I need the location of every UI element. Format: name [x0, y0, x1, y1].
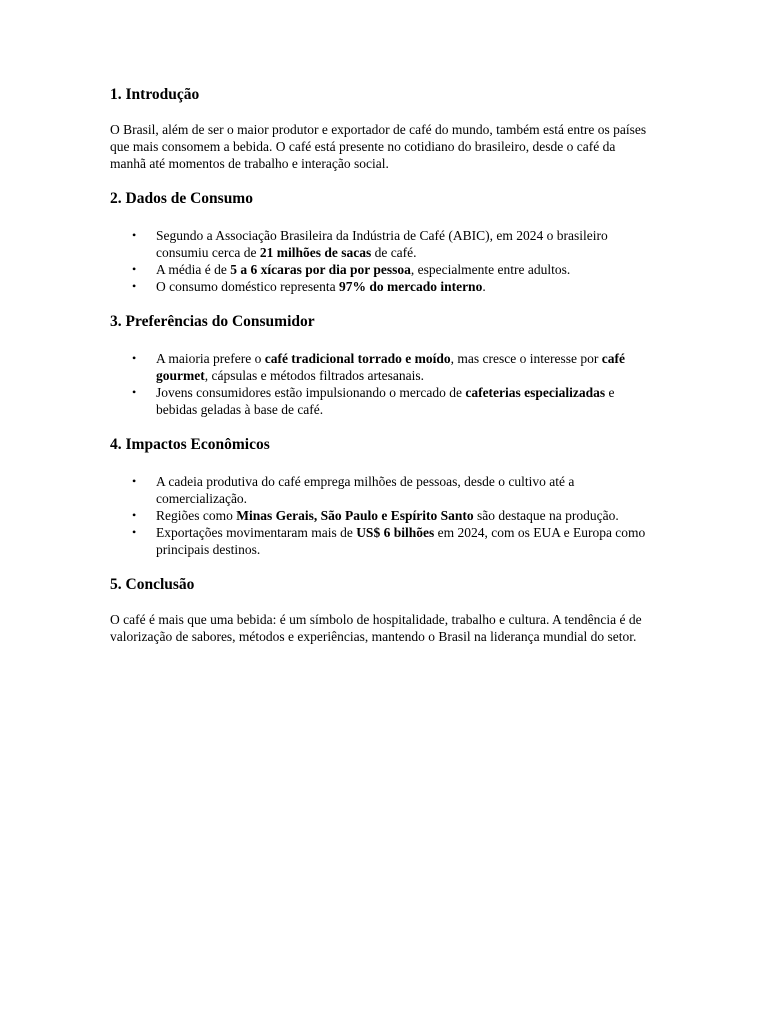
list-item — [110, 261, 650, 278]
section-dados-consumo — [110, 188, 650, 295]
section-heading: 4. Impactos Econômicos — [110, 436, 270, 453]
item-text: A média é de — [156, 262, 231, 277]
item-text: . — [482, 279, 486, 294]
item-text: A cadeia produtiva do café emprega milhões de pessoas, desde o cultivo até a comercialização. — [156, 474, 575, 506]
item-text: e bebidas geladas à base de café. — [156, 385, 615, 417]
item-bold-text: 5 a 6 xícaras por dia por pessoa — [230, 262, 411, 277]
bullet-icon: • — [132, 351, 137, 365]
bullet-icon: • — [132, 474, 137, 488]
bullet-icon: • — [132, 525, 137, 539]
item-text: Regiões como — [156, 508, 237, 523]
item-text: , cápsulas e métodos filtrados artesanais. — [204, 368, 425, 383]
item-text: Exportações movimentaram mais de — [156, 525, 357, 540]
section-impactos — [110, 434, 650, 558]
item-text: de café. — [371, 245, 417, 260]
list-item — [110, 227, 650, 261]
bullet-list — [110, 473, 650, 558]
list-item — [110, 278, 650, 295]
section-paragraph: O café é mais que uma bebida: é um símbolo de hospitalidade, trabalho e cultura. A tendência é de valorização de sabores, métodos e experiências, mantendo o Brasil na liderança mundial do setor. — [110, 612, 642, 644]
item-bold-text: café tradicional torrado e moído — [264, 351, 451, 366]
section-paragraph: O Brasil, além de ser o maior produtor e exportador de café do mundo, também está entre os países que mais consomem a bebida. O café está presente no cotidiano do brasileiro, desde o café da manhã até momentos de trabalho e interação social. — [110, 122, 647, 171]
item-bold-text: cafeterias especializadas — [465, 385, 606, 400]
list-item — [110, 350, 650, 384]
item-bold-text: 21 milhões de sacas — [259, 245, 372, 260]
item-text: Jovens consumidores estão impulsionando o mercado de — [156, 385, 466, 400]
bullet-icon: • — [132, 385, 137, 399]
bullet-icon: • — [132, 279, 137, 293]
list-item — [110, 507, 650, 524]
list-item — [110, 384, 650, 418]
section-heading: 2. Dados de Consumo — [110, 190, 253, 207]
section-preferencias — [110, 311, 650, 418]
section-heading: 3. Preferências do Consumidor — [110, 313, 315, 330]
section-heading: 5. Conclusão — [110, 576, 195, 593]
item-text: em 2024, com os EUA e Europa como principais destinos. — [156, 525, 646, 557]
section-introducao — [110, 84, 650, 172]
bullet-list — [110, 227, 650, 295]
item-text: A maioria prefere o — [156, 351, 265, 366]
item-text: são destaque na produção. — [473, 508, 619, 523]
item-text: O consumo doméstico representa — [156, 279, 339, 294]
item-text: Segundo a Associação Brasileira da Indústria de Café (ABIC), em 2024 o brasileiro consumiu cerca de — [156, 228, 608, 260]
bullet-icon: • — [132, 262, 137, 276]
item-bold-text: Minas Gerais, São Paulo e Espírito Santo — [236, 508, 474, 523]
list-item — [110, 524, 650, 558]
section-conclusao — [110, 574, 650, 645]
item-text: , mas cresce o interesse por — [450, 351, 602, 366]
item-bold-text: US$ 6 bilhões — [356, 525, 435, 540]
item-bold-text: 97% do mercado interno — [338, 279, 483, 294]
item-text: , especialmente entre adultos. — [410, 262, 571, 277]
bullet-icon: • — [132, 228, 137, 242]
document-page — [110, 84, 650, 645]
bullet-icon: • — [132, 508, 137, 522]
list-item — [110, 473, 650, 507]
section-heading: 1. Introdução — [110, 86, 200, 103]
bullet-list — [110, 350, 650, 418]
item-bold-text: café gourmet — [156, 351, 625, 383]
